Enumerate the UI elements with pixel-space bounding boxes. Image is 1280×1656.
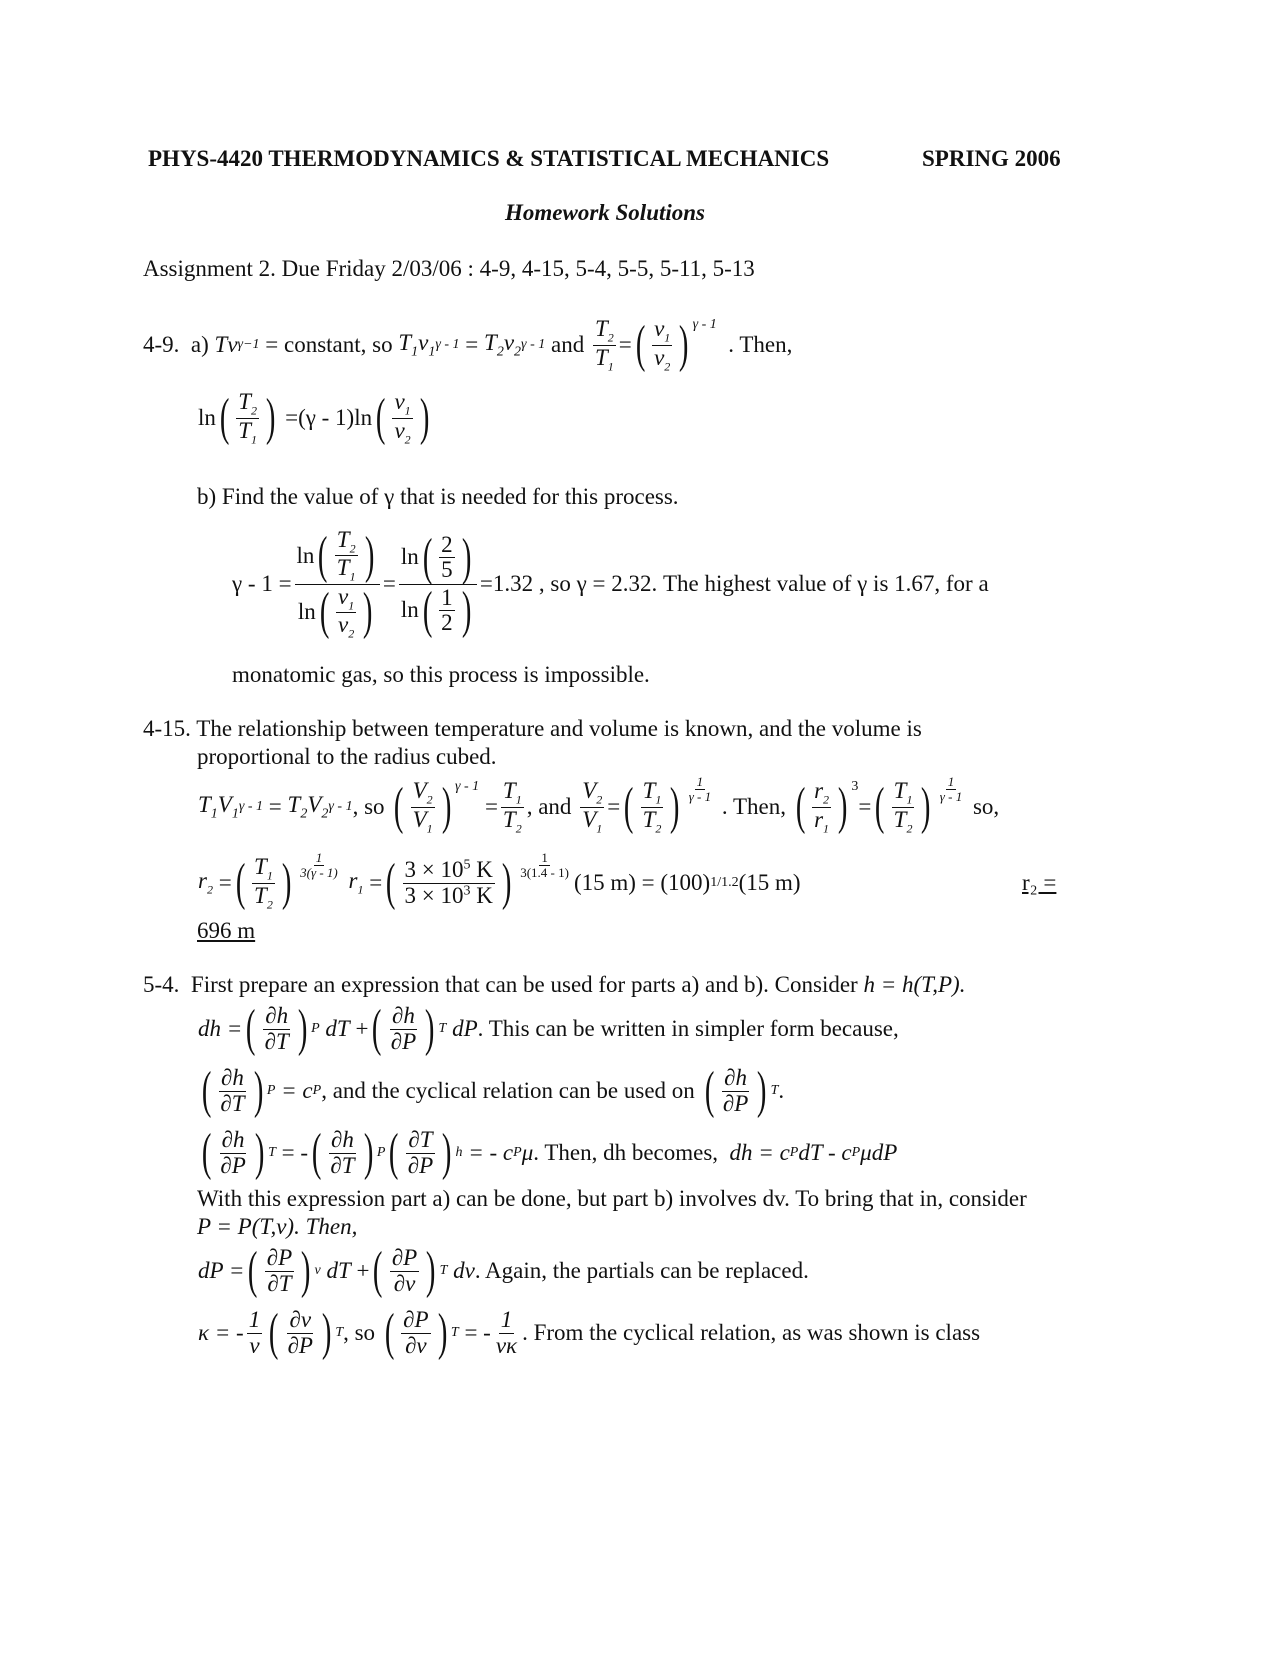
exponent: 3(1.4 - 1) (520, 864, 569, 880)
problem-label: 4-15. (143, 716, 191, 741)
equation-r2: $r_2$ = ( $\frac{T_1}{T_2}$ ) $\frac{1}{3(\gamma - 1)}$ $r_1$ = ( $\frac{3 \times 10^5 K}{3 \times 10^3 K}$ ) $\frac{1}{3(1.4 - 1)}$ (15 m) = (100) 1/1.2 (15 m) (198, 849, 801, 912)
fraction-v1-v2: $\frac{v_1}{v_2}$ (654, 316, 671, 374)
equation-kappa: κ = - $\frac{1}{v}$ ( $\frac{\partial v}{\partial P}$ ) T , so ( $\frac{\partial P}{\partial v}$ ) T = - $\frac{1}{v\kappa}$ . From the cyclical relation, as was shown is class (198, 1304, 981, 1361)
cp-text: = c (281, 1078, 313, 1103)
exponent: γ - 1 (238, 799, 264, 814)
problem-4-15-line1 (143, 716, 922, 742)
exponent: 3(γ - 1) (300, 864, 338, 880)
so-text: , so (352, 794, 385, 819)
text: = - (281, 1140, 309, 1165)
ln-text: ln (400, 597, 419, 623)
equation-dP: dP = ( $\frac{\partial P}{\partial T}$ ) v dT + ( $\frac{\partial P}{\partial v}$ ) T dv . Again, the partials can be replaced. (198, 1242, 809, 1299)
text: . Again, the partials can be replaced. (474, 1258, 809, 1283)
conclusion-text: monatomic gas, so this process is impossible. (232, 662, 650, 687)
text: dh = c (729, 1140, 790, 1165)
text: . Then, dh becomes, (533, 1140, 719, 1165)
number: 3 × 10 (404, 882, 464, 908)
text: κ = - (198, 1320, 244, 1345)
number: 5 (441, 557, 453, 582)
problem-text: The relationship between temperature and volume is known, and the volume is (196, 716, 922, 741)
text: = - c (468, 1140, 514, 1165)
paragraph-p-func: P = P(T,v). Then, (197, 1214, 358, 1239)
exponent: γ - 1 (688, 788, 712, 804)
text: . From the cyclical relation, as was shown is class (522, 1320, 981, 1345)
exponent: 5 (463, 857, 471, 873)
constant-text: = constant, so (265, 332, 393, 357)
fraction-v1-v2: $\frac{v_1}{v_2}$ (394, 389, 411, 447)
text: vκ (495, 1332, 518, 1358)
ln-text: ln (400, 544, 419, 570)
fraction-t2-t1: $\frac{T_2}{T_1}$ (238, 389, 258, 447)
equation-ln-ratio: ln ( $\frac{T_2}{T_1}$ ) =(γ - 1)ln ( $\frac{v_1}{v_2}$ ) (198, 389, 430, 447)
text: dT - c (798, 1140, 852, 1165)
problem-text: First prepare an expression that can be used for parts a) and b). Consider (190, 972, 858, 997)
exponent: γ - 1 (435, 337, 460, 352)
exponent: γ - 1 (692, 317, 717, 332)
equation-gamma: γ - 1 = ln ( $\frac{T_2}{T_1}$ ) ln ( $\frac{v_1}{v_2}$ ) = ln ( $\frac{2}{5}$ ) ln ( $\frac{1}{2}$ ) =1.32 , so γ = 2.32. The highest value of γ is 1.67, for a (232, 526, 989, 641)
problem-label: 5-4. (143, 972, 180, 997)
ln-text: ln (296, 542, 315, 568)
unit: K (476, 857, 493, 883)
text: , so (343, 1320, 376, 1345)
gamma-lhs: γ - 1 = (232, 571, 292, 596)
then-text: . Then, (721, 794, 786, 819)
equation-dh: dh = ( $\frac{\partial h}{\partial T}$ ) P dT + ( $\frac{\partial h}{\partial P}$ ) T dP . This can be written in simpler form because, (198, 1000, 899, 1057)
fraction-ln-ln: ln ( $\frac{T_2}{T_1}$ ) ln ( $\frac{v_1}{v_2}$ ) (295, 528, 380, 640)
unit: K (476, 882, 493, 908)
exponent: 3 (851, 779, 859, 794)
eq-t2v2: $T_2v_2$ (484, 329, 522, 360)
fraction-ln-numeric: ln ( $\frac{2}{5}$ ) ln ( $\frac{1}{2}$ ) (399, 532, 477, 637)
equation-cp: ( $\frac{\partial h}{\partial T}$ ) P = c P , and the cyclical relation can be used on ( $\frac{\partial h}{\partial P}$ ) T . (201, 1062, 785, 1119)
term-label: SPRING 2006 (922, 146, 1061, 171)
paragraph-with: With this expression part a) can be done, but part b) involves dv. To bring that in, consider (197, 1186, 1027, 1211)
assignment-line: Assignment 2. Due Friday 2/03/06 : 4-9, 4-15, 5-4, 5-5, 5-11, 5-13 (143, 256, 755, 281)
text: . This can be written in simpler form because, (477, 1016, 899, 1041)
exponent: 1/1.2 (710, 875, 739, 890)
result-text: =1.32 , so (479, 571, 571, 596)
course-title: PHYS-4420 THERMODYNAMICS & STATISTICAL MECHANICS (148, 146, 830, 171)
text: μdP (860, 1140, 898, 1165)
equation-cyclic: ( $\frac{\partial h}{\partial P}$ ) T = - ( $\frac{\partial h}{\partial T}$ ) P ( $\frac{\partial T}{\partial P}$ ) h = - c P μ . Then, dh becomes, dh = c P dT - c P μdP (201, 1124, 898, 1181)
number: 1 (441, 584, 453, 610)
exponent: γ - 1 (455, 779, 480, 794)
exponent: γ - 1 (939, 788, 963, 804)
ln-text: ln (198, 405, 216, 430)
function-text: h = h(T,P). (863, 972, 966, 997)
number: 2 (441, 610, 453, 635)
problem-4-9-part-a: 4-9. a) Tv γ−1 = constant, so $T_1v_1$ γ - 1 = $T_2v_2$ γ - 1 and $\frac{T_2}{T_1}$ = ( $\frac{v_1}{v_2}$ ) $^{\gamma - 1}$ . Then, (143, 316, 793, 374)
ln-text: ln (297, 599, 316, 625)
eq-t1v1: $T_1v_1$ (398, 329, 436, 360)
then-text: . Then, (728, 332, 793, 357)
exponent: γ−1 (237, 337, 260, 352)
equation-volume-temp: $T_1V_1$ γ - 1 = $T_2V_2$ γ - 1 , so ( $\frac{V_2}{V_1}$ ) $^{\gamma - 1}$ = $\frac{T_1}{T_2}$ , and $\frac{V_2}{V_1}$ = ( $\frac{T_1}{T_2}$ ) $\frac{1}{\gamma - 1}$ . Then, ( $\frac{r_2}{r_1}$ ) $^3$ = ( $\frac{T_1}{T_2}$ ) $\frac{1}{\gamma - 1}$ so, (198, 773, 1000, 836)
part-b-text: b) Find the value of γ that is needed for this process. (197, 484, 679, 509)
problem-4-15-line2: proportional to the radius cubed. (197, 744, 497, 769)
dh-text: dh = (198, 1016, 243, 1041)
length-expression: (15 m) (738, 870, 801, 895)
so-text: so, (972, 794, 1000, 819)
number: 3 × 10 (404, 857, 464, 883)
exponent: γ - 1 (521, 337, 546, 352)
and-text: , and (526, 794, 572, 819)
part-a-label: a) (190, 332, 209, 357)
gamma-minus-one: =(γ - 1)ln (285, 405, 373, 430)
result-text-2: γ = 2.32. The highest value of γ is 1.67, for a (576, 571, 989, 596)
length-expression: (15 m) = (100) (573, 870, 711, 895)
exponent: 3 (463, 882, 471, 898)
number: 2 (441, 531, 453, 557)
text: , and the cyclical relation can be used on (321, 1078, 695, 1103)
fraction-t2-t1: $\frac{T_2}{T_1}$ (594, 316, 614, 374)
page-subtitle: Homework Solutions (504, 200, 706, 225)
answer-value: 696 m (197, 918, 256, 943)
and-text: and (550, 332, 585, 357)
eq-tv: Tv (214, 332, 238, 357)
text: dP = (198, 1258, 245, 1283)
problem-label: 4-9. (143, 332, 180, 357)
exponent: γ - 1 (328, 799, 353, 814)
problem-5-4-line1 (143, 972, 965, 998)
answer-label: r₂ = (1022, 870, 1057, 895)
